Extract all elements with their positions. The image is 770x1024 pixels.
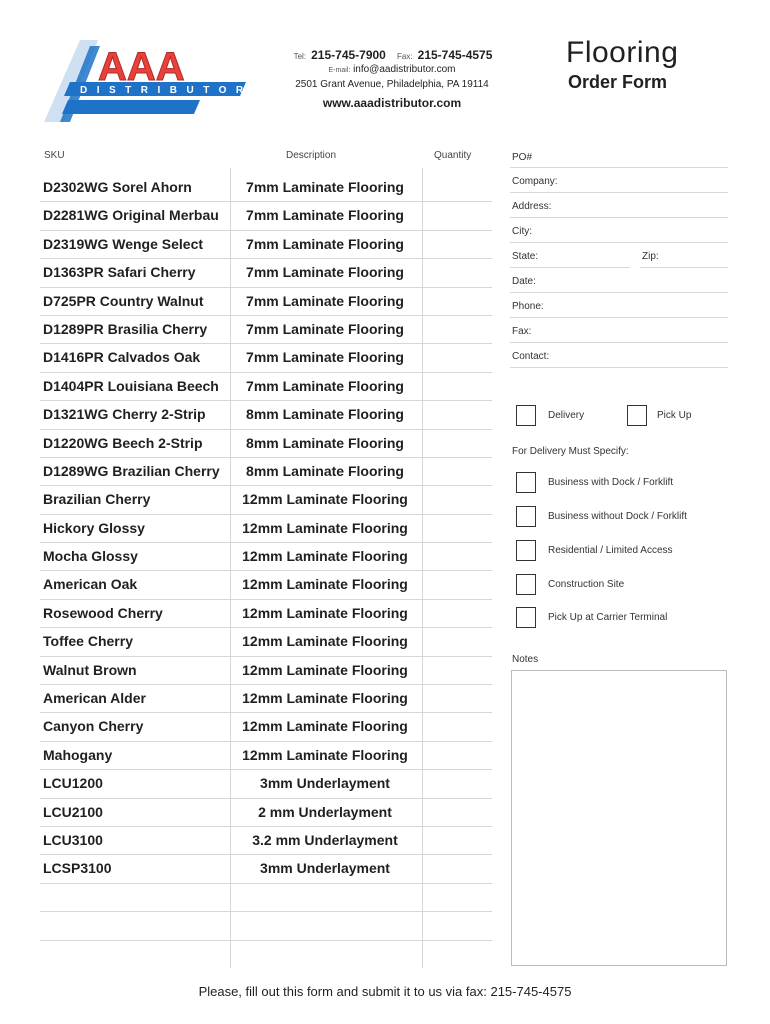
pickup-label: Pick Up (657, 410, 692, 421)
sku-cell: D1363PR Safari Cherry (43, 264, 196, 281)
delivery-specify-label: For Delivery Must Specify: (512, 446, 629, 457)
description-cell: 12mm Laminate Flooring (242, 633, 408, 650)
sku-cell: D1220WG Beech 2-Strip (43, 434, 203, 451)
sku-cell: LCU2100 (43, 803, 103, 820)
option-checkbox-dock[interactable] (516, 472, 536, 493)
quantity-input[interactable] (424, 657, 492, 684)
customer-info-form (510, 150, 728, 368)
table-row (40, 571, 492, 599)
sku-cell: D1404PR Louisiana Beech (43, 377, 219, 394)
table-row (40, 770, 492, 798)
form-subtitle: Order Form (568, 72, 668, 92)
quantity-input[interactable] (424, 288, 492, 315)
address-label: Address: (512, 201, 552, 212)
description-cell: 12mm Laminate Flooring (242, 548, 408, 565)
sku-cell: D725PR Country Walnut (43, 292, 204, 309)
quantity-input[interactable] (424, 600, 492, 627)
description-cell: 7mm Laminate Flooring (246, 264, 404, 281)
table-row (40, 373, 492, 401)
notes-label: Notes (512, 654, 539, 665)
sku-cell: Brazilian Cherry (43, 491, 151, 508)
description-cell: 12mm Laminate Flooring (242, 604, 408, 621)
order-table (40, 174, 492, 941)
quantity-input[interactable] (424, 373, 492, 400)
tel-label: Tel: (293, 52, 307, 61)
table-row (40, 174, 492, 202)
fax-field[interactable] (510, 318, 728, 343)
table-row (40, 827, 492, 855)
column-header-sku: SKU (44, 150, 65, 161)
quantity-input[interactable] (424, 685, 492, 712)
quantity-input[interactable] (424, 202, 492, 229)
description-cell: 7mm Laminate Flooring (246, 235, 404, 252)
quantity-input[interactable] (424, 174, 492, 201)
street-address: 2501 Grant Avenue, Philadelphia, PA 19114 (295, 79, 489, 90)
option-checkbox-no-dock[interactable] (516, 506, 536, 527)
table-row (40, 458, 492, 486)
option-checkbox-carrier-terminal[interactable] (516, 607, 536, 628)
sku-cell: American Alder (43, 690, 146, 707)
quantity-input[interactable] (424, 742, 492, 769)
table-row (40, 884, 492, 912)
option-label: Construction Site (548, 579, 625, 590)
description-cell: 12mm Laminate Flooring (242, 690, 408, 707)
contact-block (282, 48, 502, 110)
quantity-input[interactable] (424, 430, 492, 457)
sku-cell: Rosewood Cherry (43, 604, 163, 621)
description-cell: 3mm Underlayment (260, 775, 390, 792)
description-cell: 8mm Laminate Flooring (246, 462, 404, 479)
table-row (40, 742, 492, 770)
option-checkbox-construction[interactable] (516, 574, 536, 595)
description-cell: 12mm Laminate Flooring (242, 576, 408, 593)
logo-letters: AAA (98, 45, 185, 89)
po-label: PO# (512, 152, 533, 163)
phone-field[interactable] (510, 293, 728, 318)
quantity-input[interactable] (424, 799, 492, 826)
table-row (40, 202, 492, 230)
state-label: State: (512, 251, 539, 262)
description-cell: 7mm Laminate Flooring (246, 207, 404, 224)
description-cell: 7mm Laminate Flooring (246, 292, 404, 309)
sku-cell: D1416PR Calvados Oak (43, 349, 201, 366)
description-cell: 8mm Laminate Flooring (246, 406, 404, 423)
column-header-quantity: Quantity (434, 150, 472, 161)
address-field[interactable] (510, 193, 728, 218)
table-row (40, 231, 492, 259)
sku-cell: D1321WG Cherry 2-Strip (43, 406, 206, 423)
table-row (40, 401, 492, 429)
fax-number: 215-745-4575 (417, 48, 493, 62)
sku-cell: D2319WG Wenge Select (43, 235, 204, 252)
contact-field[interactable] (510, 343, 728, 368)
quantity-input[interactable] (424, 543, 492, 570)
delivery-checkbox[interactable] (516, 405, 536, 426)
description-cell: 7mm Laminate Flooring (246, 377, 404, 394)
website-link[interactable]: www.aaadistributor.com (322, 96, 462, 110)
quantity-input[interactable] (424, 713, 492, 740)
table-row (40, 685, 492, 713)
sku-cell: Walnut Brown (43, 661, 137, 678)
table-row (40, 486, 492, 514)
quantity-input[interactable] (424, 344, 492, 371)
sku-cell: D2302WG Sorel Ahorn (43, 179, 192, 195)
description-cell: 12mm Laminate Flooring (242, 661, 408, 678)
quantity-input[interactable] (424, 231, 492, 258)
table-row (40, 515, 492, 543)
logo-subtext: DISTRIBUTOR (80, 85, 253, 96)
table-row (40, 344, 492, 372)
quantity-input[interactable] (424, 458, 492, 485)
quantity-input[interactable] (424, 316, 492, 343)
sku-cell: Mocha Glossy (43, 548, 138, 565)
fax-label: Fax: (397, 52, 413, 61)
company-label: Company: (512, 176, 558, 187)
state-field[interactable] (510, 243, 630, 268)
table-header (40, 150, 492, 166)
option-label: Business without Dock / Forklift (548, 511, 687, 522)
sku-cell: D1289WG Brazilian Cherry (43, 462, 220, 479)
footer-instructions: Please, fill out this form and submit it to us via fax: 215-745-4575 (198, 984, 572, 999)
description-cell: 7mm Laminate Flooring (246, 179, 404, 195)
zip-field[interactable] (640, 243, 728, 268)
date-field[interactable] (510, 268, 728, 293)
table-row (40, 799, 492, 827)
contact-label: Contact: (512, 351, 550, 362)
table-row (40, 316, 492, 344)
email-label: E-mail: (328, 67, 351, 74)
option-label: Pick Up at Carrier Terminal (548, 612, 668, 623)
tel-number: 215-745-7900 (311, 48, 386, 62)
table-row (40, 855, 492, 883)
po-field[interactable] (510, 150, 728, 168)
quantity-input[interactable] (424, 401, 492, 428)
sku-cell: Canyon Cherry (43, 718, 144, 735)
sku-cell: Hickory Glossy (43, 519, 145, 536)
description-cell: 2 mm Underlayment (258, 803, 392, 820)
sku-cell: LCU1200 (43, 775, 103, 792)
description-cell: 3mm Underlayment (260, 860, 390, 877)
quantity-input[interactable] (424, 571, 492, 598)
table-row (40, 600, 492, 628)
description-cell: 12mm Laminate Flooring (242, 746, 408, 763)
pickup-checkbox[interactable] (627, 405, 647, 426)
quantity-input[interactable] (424, 515, 492, 542)
aaa-distributor-logo (40, 38, 260, 128)
option-label: Business with Dock / Forklift (548, 477, 674, 488)
table-row (40, 430, 492, 458)
city-label: City: (512, 226, 532, 237)
quantity-input[interactable] (424, 912, 492, 939)
fax-label: Fax: (512, 326, 532, 337)
email-address[interactable]: info@aadistributor.com (353, 64, 456, 75)
quantity-input[interactable] (424, 259, 492, 286)
table-row (40, 288, 492, 316)
description-cell: 7mm Laminate Flooring (246, 320, 404, 337)
description-cell: 12mm Laminate Flooring (242, 491, 408, 508)
quantity-input[interactable] (424, 628, 492, 655)
date-label: Date: (512, 276, 536, 287)
table-row (40, 259, 492, 287)
quantity-input[interactable] (424, 855, 492, 882)
option-checkbox-residential[interactable] (516, 540, 536, 561)
sku-cell: D2281WG Original Merbau (43, 207, 219, 224)
city-field[interactable] (510, 218, 728, 243)
table-row (40, 628, 492, 656)
sku-cell: LCU3100 (43, 831, 103, 848)
option-label: Residential / Limited Access (548, 545, 673, 556)
table-row (40, 657, 492, 685)
sku-cell: D1289PR Brasilia Cherry (43, 320, 208, 337)
table-row (40, 543, 492, 571)
quantity-input[interactable] (424, 884, 492, 911)
phone-label: Phone: (512, 301, 544, 312)
description-cell: 8mm Laminate Flooring (246, 434, 404, 451)
zip-label: Zip: (642, 251, 659, 262)
sku-cell: Mahogany (43, 746, 113, 763)
sku-cell: LCSP3100 (43, 860, 112, 877)
description-cell: 12mm Laminate Flooring (242, 519, 408, 536)
delivery-label: Delivery (548, 410, 585, 421)
description-cell: 3.2 mm Underlayment (252, 831, 398, 848)
company-field[interactable] (510, 168, 728, 193)
quantity-input[interactable] (424, 827, 492, 854)
form-title: Flooring (566, 36, 679, 69)
quantity-input[interactable] (424, 486, 492, 513)
description-cell: 12mm Laminate Flooring (242, 718, 408, 735)
sku-cell: Toffee Cherry (43, 633, 133, 650)
quantity-input[interactable] (424, 770, 492, 797)
table-row (40, 912, 492, 940)
sku-cell: American Oak (43, 576, 138, 593)
table-row (40, 713, 492, 741)
description-cell: 7mm Laminate Flooring (246, 349, 404, 366)
notes-textarea[interactable] (511, 670, 727, 966)
column-header-description: Description (286, 150, 337, 161)
